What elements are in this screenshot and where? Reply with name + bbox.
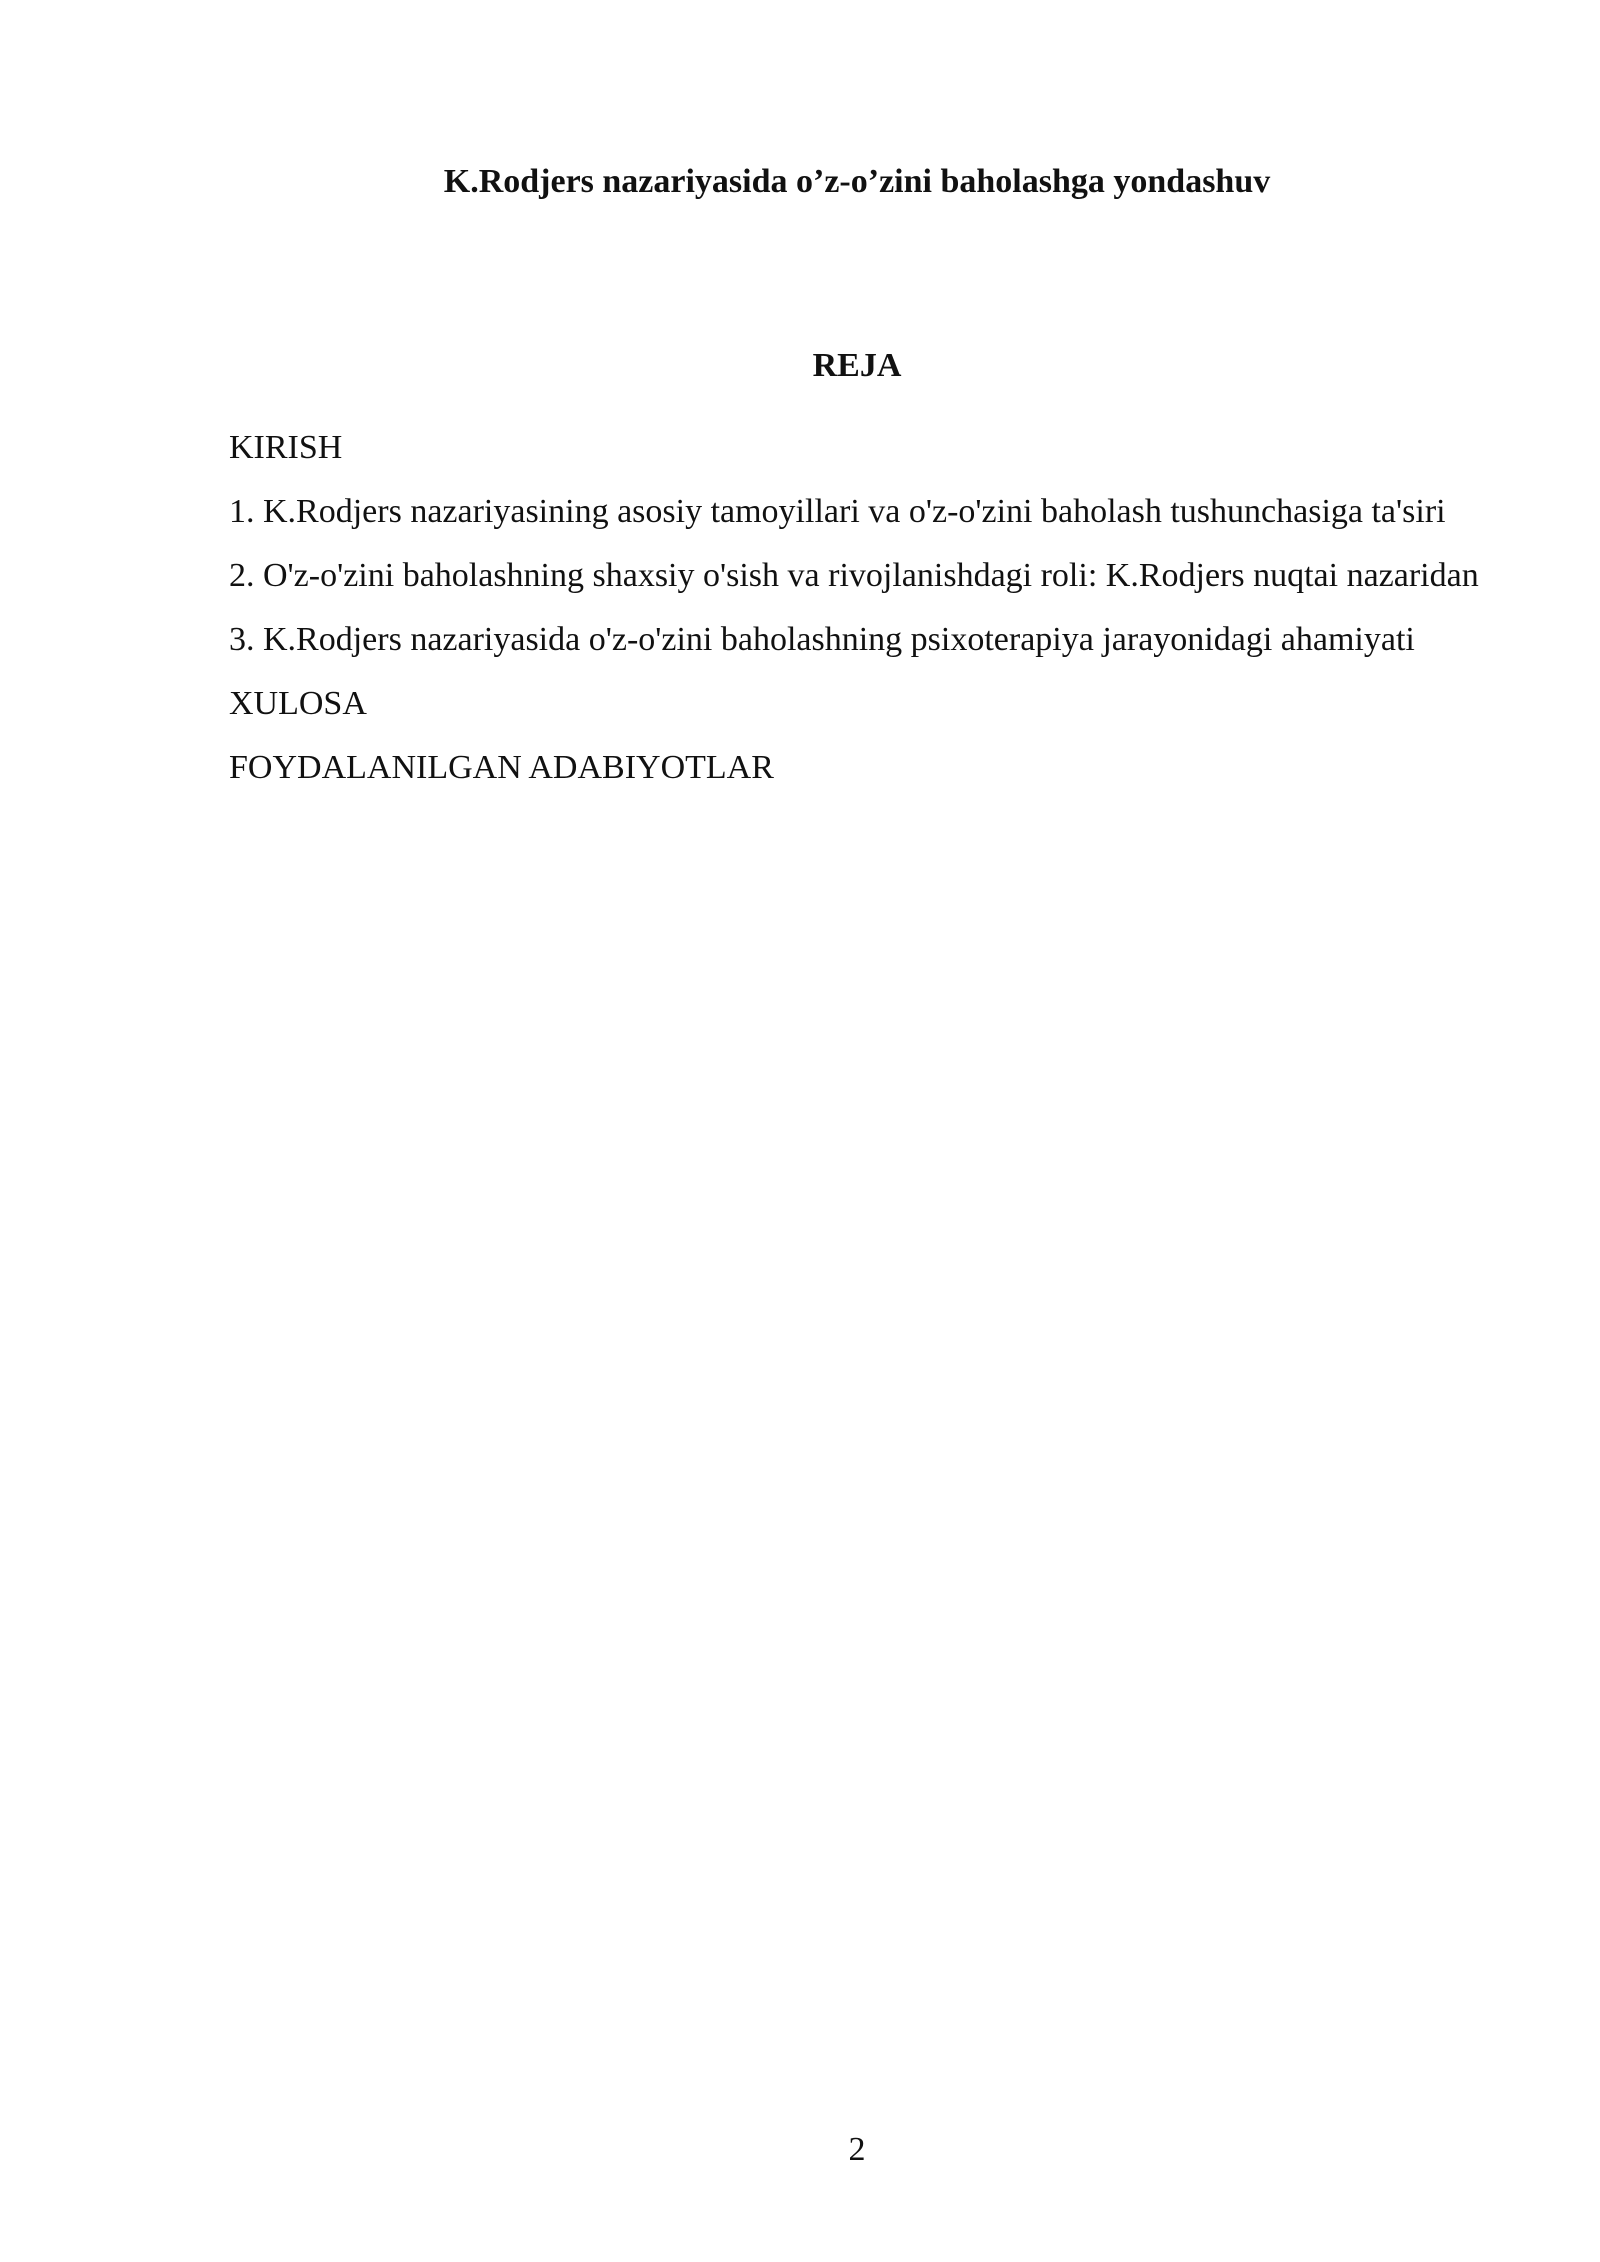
plan-item-1: 1. K.Rodjers nazariyasining asosiy tamoyillari va o'z-o'zini baholash tushunchasiga ta'siri [229,493,1446,530]
plan-item-conclusion: XULOSA [229,685,367,722]
document-title: K.Rodjers nazariyasida o’z-o’zini baholashga yondashuv [443,163,1271,200]
plan-item-introduction: KIRISH [229,429,343,466]
plan-heading: REJA [812,347,902,384]
plan-list [229,420,1519,804]
plan-item-3: 3. K.Rodjers nazariyasida o'z-o'zini baholashning psixoterapiya jarayonidagi ahamiyati [229,621,1415,658]
plan-item-references: FOYDALANILGAN ADABIYOTLAR [229,749,774,786]
plan-item-2: 2. O'z-o'zini baholashning shaxsiy o'sish va rivojlanishdagi roli: K.Rodjers nuqtai nazaridan [229,557,1479,594]
page-number: 2 [848,2131,866,2168]
